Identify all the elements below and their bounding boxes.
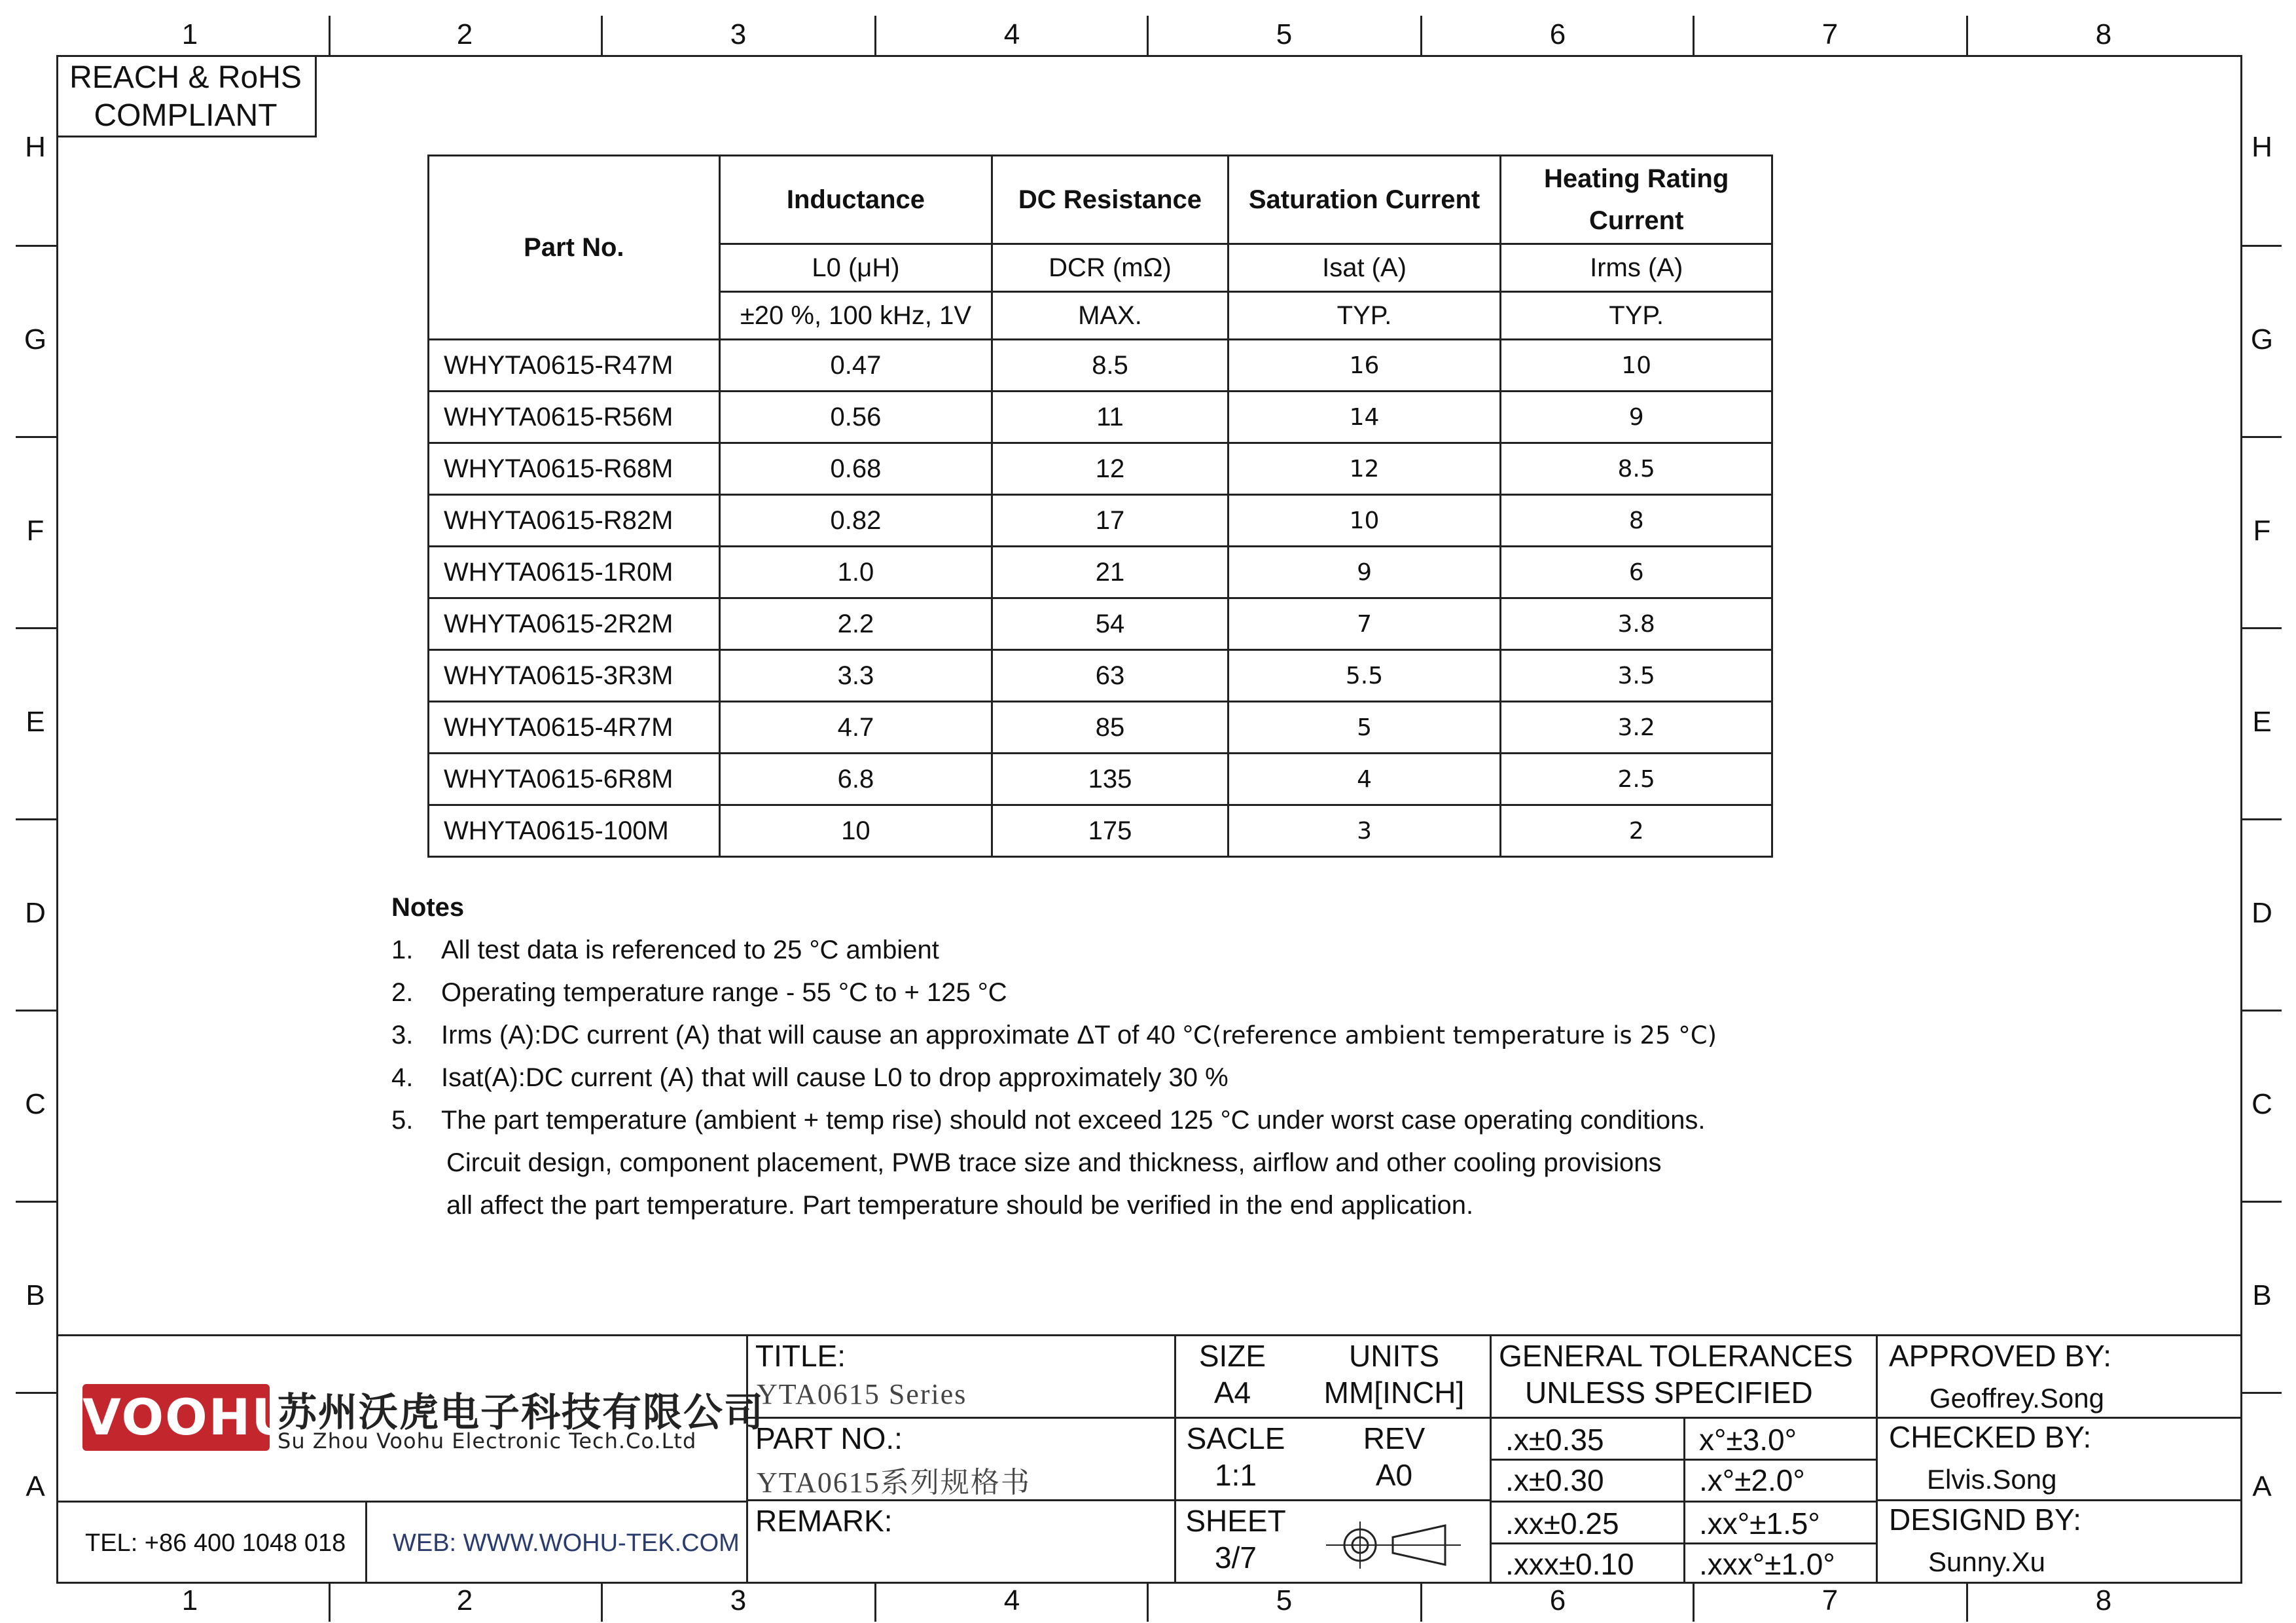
cell-part: WHYTA0615-2R2M (429, 598, 720, 650)
cell-part: WHYTA0615-R47M (429, 340, 720, 392)
table-row (429, 805, 1772, 857)
rev-value: A0 (1375, 1458, 1413, 1492)
tolerance-linear-1: .x±0.35 (1505, 1423, 1604, 1457)
tolerance-linear-3: .xx±0.25 (1505, 1506, 1619, 1541)
spec-table (427, 155, 1773, 858)
compliance-line2: COMPLIANT (94, 98, 278, 133)
note-continuation: all affect the part temperature. Part temperature should be verified in the end application. (446, 1191, 1474, 1220)
note-number: 5. (391, 1106, 414, 1135)
cell-isat: 16 (1228, 340, 1501, 392)
zone-row-c: C (25, 1088, 46, 1120)
cell-isat: 9 (1228, 547, 1501, 598)
note-number: 3. (391, 1021, 414, 1049)
projection-symbol-icon (1321, 1520, 1465, 1570)
zone-col-6: 6 (1549, 18, 1566, 50)
zone-row-a: A (26, 1470, 45, 1503)
cond-irms: TYP. (1501, 292, 1772, 340)
unit-isat: Isat (A) (1228, 244, 1501, 292)
notes-section (391, 886, 1717, 1227)
size-value: A4 (1213, 1376, 1251, 1410)
tolerance-angular-4: .xxx°±1.0° (1699, 1547, 1835, 1581)
cond-inductance: ±20 %, 100 kHz, 1V (719, 292, 992, 340)
zone-row-g: G (24, 323, 47, 356)
approved-value: Geoffrey.Song (1929, 1383, 2104, 1413)
note-item (391, 1099, 1717, 1142)
tolerance-heading-1: GENERAL TOLERANCES (1499, 1339, 1854, 1373)
zone-col-5: 5 (1276, 18, 1293, 50)
cell-irms: 6 (1501, 547, 1772, 598)
checked-value: Elvis.Song (1927, 1464, 2057, 1495)
zone-col-8: 8 (2095, 18, 2112, 50)
note-item (391, 972, 1717, 1014)
cell-part: WHYTA0615-3R3M (429, 650, 720, 702)
cell-isat: 12 (1228, 443, 1501, 495)
table-row (429, 702, 1772, 754)
cell-irms: 9 (1501, 392, 1772, 443)
zone-row-g-right: G (2250, 323, 2274, 356)
note-item (391, 1014, 1717, 1057)
notes-title: Notes (391, 893, 465, 922)
note-number: 4. (391, 1063, 414, 1092)
designed-label: DESIGND BY: (1889, 1503, 2081, 1537)
company-logo: VOOHU (82, 1384, 270, 1451)
note-item (391, 929, 1717, 972)
checked-label: CHECKED BY: (1889, 1420, 2092, 1454)
zone-row-e: E (26, 706, 45, 738)
cell-part: WHYTA0615-4R7M (429, 702, 720, 754)
cell-inductance: 3.3 (719, 650, 992, 702)
company-name-cn: 苏州沃虎电子科技有限公司 (278, 1390, 764, 1436)
company-web[interactable]: WEB: WWW.WOHU-TEK.COM (393, 1529, 740, 1557)
zone-col-7-bottom: 7 (1821, 1584, 1839, 1616)
note-text: The part temperature (ambient + temp rise) should not exceed 125 °C under worst case operating conditions. (441, 1106, 1706, 1135)
approved-label: APPROVED BY: (1889, 1339, 2112, 1373)
zone-col-2-bottom: 2 (456, 1584, 473, 1616)
cell-part: WHYTA0615-R56M (429, 392, 720, 443)
cell-irms: 3.8 (1501, 598, 1772, 650)
note-text: Isat(A):DC current (A) that will cause L0 to drop approximately 30 % (441, 1063, 1229, 1092)
zone-col-4-bottom: 4 (1003, 1584, 1020, 1616)
cond-dcr: MAX. (992, 292, 1229, 340)
tolerance-linear-2: .x±0.30 (1505, 1463, 1604, 1497)
zone-col-6-bottom: 6 (1549, 1584, 1566, 1616)
header-inductance: Inductance (719, 156, 992, 244)
zone-row-d-right: D (2251, 897, 2272, 929)
table-row (429, 754, 1772, 805)
header-irms (1501, 156, 1772, 244)
zone-col-3: 3 (730, 18, 747, 50)
scale-label: SACLE (1186, 1421, 1285, 1455)
cell-isat: 7 (1228, 598, 1501, 650)
remark-label: REMARK: (755, 1504, 893, 1538)
compliance-line1: REACH & RoHS (69, 60, 302, 95)
scale-value: 1:1 (1215, 1458, 1257, 1492)
units-value: MM[INCH] (1323, 1376, 1465, 1410)
note-text: Irms (A):DC current (A) that will cause an approximate ΔT of 40 °C (441, 1021, 1212, 1049)
zone-col-7: 7 (1821, 18, 1839, 50)
table-row (429, 392, 1772, 443)
table-row (429, 598, 1772, 650)
cell-inductance: 4.7 (719, 702, 992, 754)
cell-dcr: 135 (992, 754, 1229, 805)
cell-irms: 2 (1501, 805, 1772, 857)
table-row (429, 340, 1772, 392)
tolerance-angular-1: x°±3.0° (1699, 1423, 1797, 1457)
zone-row-d: D (25, 897, 46, 929)
zone-row-b: B (26, 1279, 45, 1311)
units-label: UNITS (1349, 1339, 1439, 1373)
zone-row-c-right: C (2251, 1088, 2272, 1120)
cell-dcr: 8.5 (992, 340, 1229, 392)
zone-row-h: H (25, 131, 46, 163)
company-tel: TEL: +86 400 1048 018 (85, 1529, 346, 1557)
zone-row-b-right: B (2252, 1279, 2272, 1311)
compliance-box (56, 55, 317, 137)
cell-inductance: 6.8 (719, 754, 992, 805)
cell-isat: 3 (1228, 805, 1501, 857)
cell-irms: 8.5 (1501, 443, 1772, 495)
cell-part: WHYTA0615-R82M (429, 495, 720, 547)
zone-row-f: F (26, 515, 45, 547)
cell-inductance: 10 (719, 805, 992, 857)
company-name-en: Su Zhou Voohu Electronic Tech.Co.Ltd (278, 1429, 697, 1453)
cell-inductance: 2.2 (719, 598, 992, 650)
rev-label: REV (1363, 1421, 1426, 1455)
cell-dcr: 21 (992, 547, 1229, 598)
cell-irms: 2.5 (1501, 754, 1772, 805)
unit-irms: Irms (A) (1501, 244, 1772, 292)
cell-inductance: 1.0 (719, 547, 992, 598)
header-isat: Saturation Current (1228, 156, 1501, 244)
unit-inductance: L0 (μH) (719, 244, 992, 292)
cell-part: WHYTA0615-1R0M (429, 547, 720, 598)
cell-inductance: 0.47 (719, 340, 992, 392)
tolerance-angular-2: .x°±2.0° (1699, 1463, 1805, 1497)
cell-inductance: 0.56 (719, 392, 992, 443)
cell-dcr: 54 (992, 598, 1229, 650)
cell-irms: 10 (1501, 340, 1772, 392)
zone-row-a-right: A (2252, 1470, 2272, 1503)
zone-row-h-right: H (2251, 131, 2272, 163)
designed-value: Sunny.Xu (1928, 1546, 2046, 1577)
tolerance-linear-4: .xxx±0.10 (1505, 1547, 1634, 1581)
zone-col-3-bottom: 3 (730, 1584, 747, 1616)
header-irms-line1: Heating Rating (1544, 164, 1729, 193)
size-label: SIZE (1198, 1339, 1266, 1373)
cell-inductance: 0.82 (719, 495, 992, 547)
unit-dcr: DCR (mΩ) (992, 244, 1229, 292)
zone-col-1-bottom: 1 (181, 1584, 198, 1616)
cell-dcr: 11 (992, 392, 1229, 443)
note-number: 1. (391, 936, 414, 964)
zone-col-5-bottom: 5 (1276, 1584, 1293, 1616)
note-text-suffix: (reference ambient temperature is 25 °C) (1211, 1021, 1717, 1049)
zone-col-1: 1 (181, 18, 198, 50)
cell-irms: 3.5 (1501, 650, 1772, 702)
title-value: YTA0615 Series (757, 1378, 967, 1410)
cell-part: WHYTA0615-6R8M (429, 754, 720, 805)
cell-inductance: 0.68 (719, 443, 992, 495)
zone-row-f-right: F (2253, 515, 2271, 547)
cell-part: WHYTA0615-100M (429, 805, 720, 857)
cell-isat: 14 (1228, 392, 1501, 443)
table-row (429, 547, 1772, 598)
cell-dcr: 12 (992, 443, 1229, 495)
cell-dcr: 17 (992, 495, 1229, 547)
table-row (429, 495, 1772, 547)
cell-irms: 8 (1501, 495, 1772, 547)
tolerance-heading-2: UNLESS SPECIFIED (1525, 1376, 1813, 1410)
note-item (391, 1057, 1717, 1099)
note-text: Operating temperature range - 55 °C to + 125 °C (441, 978, 1007, 1007)
cell-isat: 10 (1228, 495, 1501, 547)
title-label: TITLE: (755, 1339, 846, 1373)
cell-isat: 5.5 (1228, 650, 1501, 702)
note-number: 2. (391, 978, 414, 1007)
sheet-label: SHEET (1185, 1504, 1286, 1538)
sheet-value: 3/7 (1215, 1541, 1257, 1575)
header-dcr: DC Resistance (992, 156, 1229, 244)
zone-col-8-bottom: 8 (2095, 1584, 2112, 1616)
cell-isat: 4 (1228, 754, 1501, 805)
cell-isat: 5 (1228, 702, 1501, 754)
cell-dcr: 85 (992, 702, 1229, 754)
cond-isat: TYP. (1228, 292, 1501, 340)
zone-col-2: 2 (456, 18, 473, 50)
cell-dcr: 63 (992, 650, 1229, 702)
table-row (429, 443, 1772, 495)
note-continuation: Circuit design, component placement, PWB trace size and thickness, airflow and other cooling provisions (446, 1148, 1662, 1177)
cell-dcr: 175 (992, 805, 1229, 857)
cell-part: WHYTA0615-R68M (429, 443, 720, 495)
cell-irms: 3.2 (1501, 702, 1772, 754)
zone-col-4: 4 (1003, 18, 1020, 50)
header-irms-line2: Current (1588, 206, 1684, 235)
note-text: All test data is referenced to 25 °C ambient (441, 936, 939, 964)
zone-row-e-right: E (2252, 706, 2272, 738)
part-no-label: PART NO.: (755, 1421, 903, 1455)
table-row (429, 650, 1772, 702)
header-part-no: Part No. (429, 156, 720, 340)
tolerance-angular-3: .xx°±1.5° (1699, 1506, 1820, 1541)
part-no-value: YTA0615系列规格书 (757, 1467, 1031, 1499)
